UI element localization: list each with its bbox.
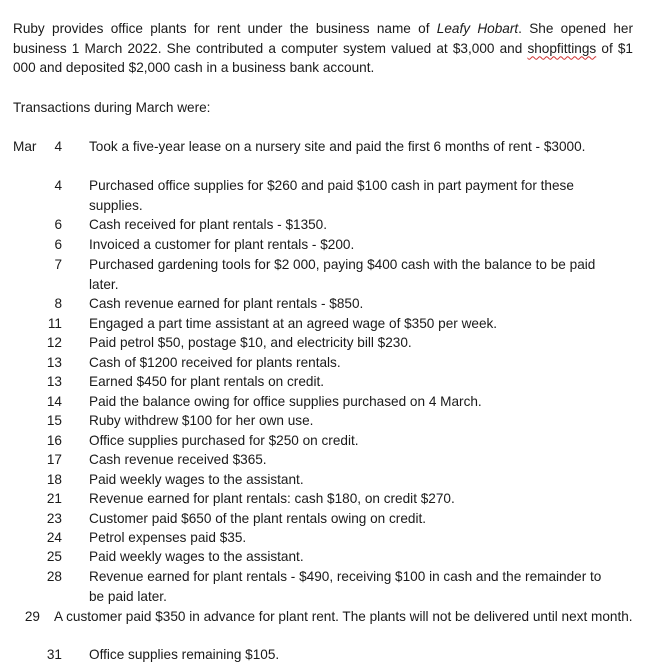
- transaction-text: Cash received for plant rentals - $1350.: [89, 217, 328, 232]
- transaction-row-29: [13, 607, 633, 627]
- transaction-day: 7: [54, 257, 62, 272]
- transaction-text: Cash revenue earned for plant rentals - $850.: [89, 296, 364, 311]
- transaction-day: 16: [46, 433, 62, 448]
- transaction-text: Petrol expenses paid $35.: [89, 530, 247, 545]
- transaction-text: Revenue earned for plant rentals: cash $180, on credit $270.: [89, 491, 455, 506]
- transaction-day: 25: [46, 549, 62, 564]
- transaction-day: 15: [46, 413, 62, 428]
- transaction-text: Purchased office supplies for $260 and paid $100 cash in part payment for these supplies.: [89, 178, 574, 213]
- transaction-text: Purchased gardening tools for $2 000, paying $400 cash with the balance to be paid later.: [89, 257, 596, 292]
- transaction-day: 23: [46, 511, 62, 526]
- transaction-day: 4: [54, 139, 62, 154]
- spellcheck-flagged-word[interactable]: shopfittings: [527, 40, 597, 56]
- transaction-text: Cash of $1200 received for plants rentals.: [89, 355, 341, 370]
- transaction-day: 29: [24, 609, 40, 624]
- transaction-day: 21: [46, 491, 62, 506]
- transaction-day: 11: [47, 316, 62, 331]
- intro-text-3: of $1 000 and deposited $2,000 cash in a business bank account.: [13, 40, 633, 76]
- transaction-day: 4: [54, 178, 62, 193]
- transaction-text: Took a five-year lease on a nursery site and paid the first 6 months of rent - $3000.: [89, 139, 586, 154]
- transaction-text: Engaged a part time assistant at an agreed wage of $350 per week.: [89, 316, 498, 331]
- transaction-text: Ruby withdrew $100 for her own use.: [89, 413, 314, 428]
- transaction-day: 13: [46, 355, 62, 370]
- transaction-text: Paid weekly wages to the assistant.: [89, 549, 304, 564]
- transaction-day: 6: [54, 237, 62, 252]
- transaction-text: Customer paid $650 of the plant rentals owing on credit.: [89, 511, 427, 526]
- intro-text-1: Ruby provides office plants for rent under the business name of: [13, 21, 437, 36]
- month-label: Mar: [13, 139, 37, 154]
- business-name: Leafy Hobart: [436, 21, 519, 36]
- transaction-day: 24: [46, 530, 62, 545]
- section-heading: Transactions during March were:: [13, 100, 211, 115]
- transaction-day: 14: [46, 394, 62, 409]
- transaction-text: Office supplies remaining $105.: [89, 647, 280, 662]
- transaction-day: 18: [46, 472, 62, 487]
- transaction-day: 6: [54, 217, 62, 232]
- transaction-text: Paid the balance owing for office supplies purchased on 4 March.: [89, 394, 482, 409]
- transaction-day: 13: [46, 374, 62, 389]
- transaction-day: 28: [46, 569, 62, 584]
- transaction-day: 8: [54, 296, 62, 311]
- transaction-text: Earned $450 for plant rentals on credit.: [89, 374, 325, 389]
- transaction-text: Paid weekly wages to the assistant.: [89, 472, 304, 487]
- intro-text-2: . She opened her business 1 March 2022. She contributed a computer system valued at $3,000 and: [13, 21, 633, 56]
- transaction-day: 31: [46, 647, 62, 662]
- transaction-text: Invoiced a customer for plant rentals - $200.: [89, 237, 355, 252]
- transaction-text: Office supplies purchased for $250 on credit.: [89, 433, 359, 448]
- transaction-text: Cash revenue received $365.: [89, 452, 267, 467]
- transaction-day: 17: [46, 452, 62, 467]
- transaction-text: A customer paid $350 in advance for plant rent. The plants will not be delivered until next month.: [54, 609, 633, 624]
- transaction-text: Paid petrol $50, postage $10, and electricity bill $230.: [89, 335, 412, 350]
- intro-paragraph: [13, 19, 633, 78]
- transaction-text: Revenue earned for plant rentals - $490, receiving $100 in cash and the remainder to be paid later.: [89, 569, 602, 604]
- transaction-day: 12: [46, 335, 62, 350]
